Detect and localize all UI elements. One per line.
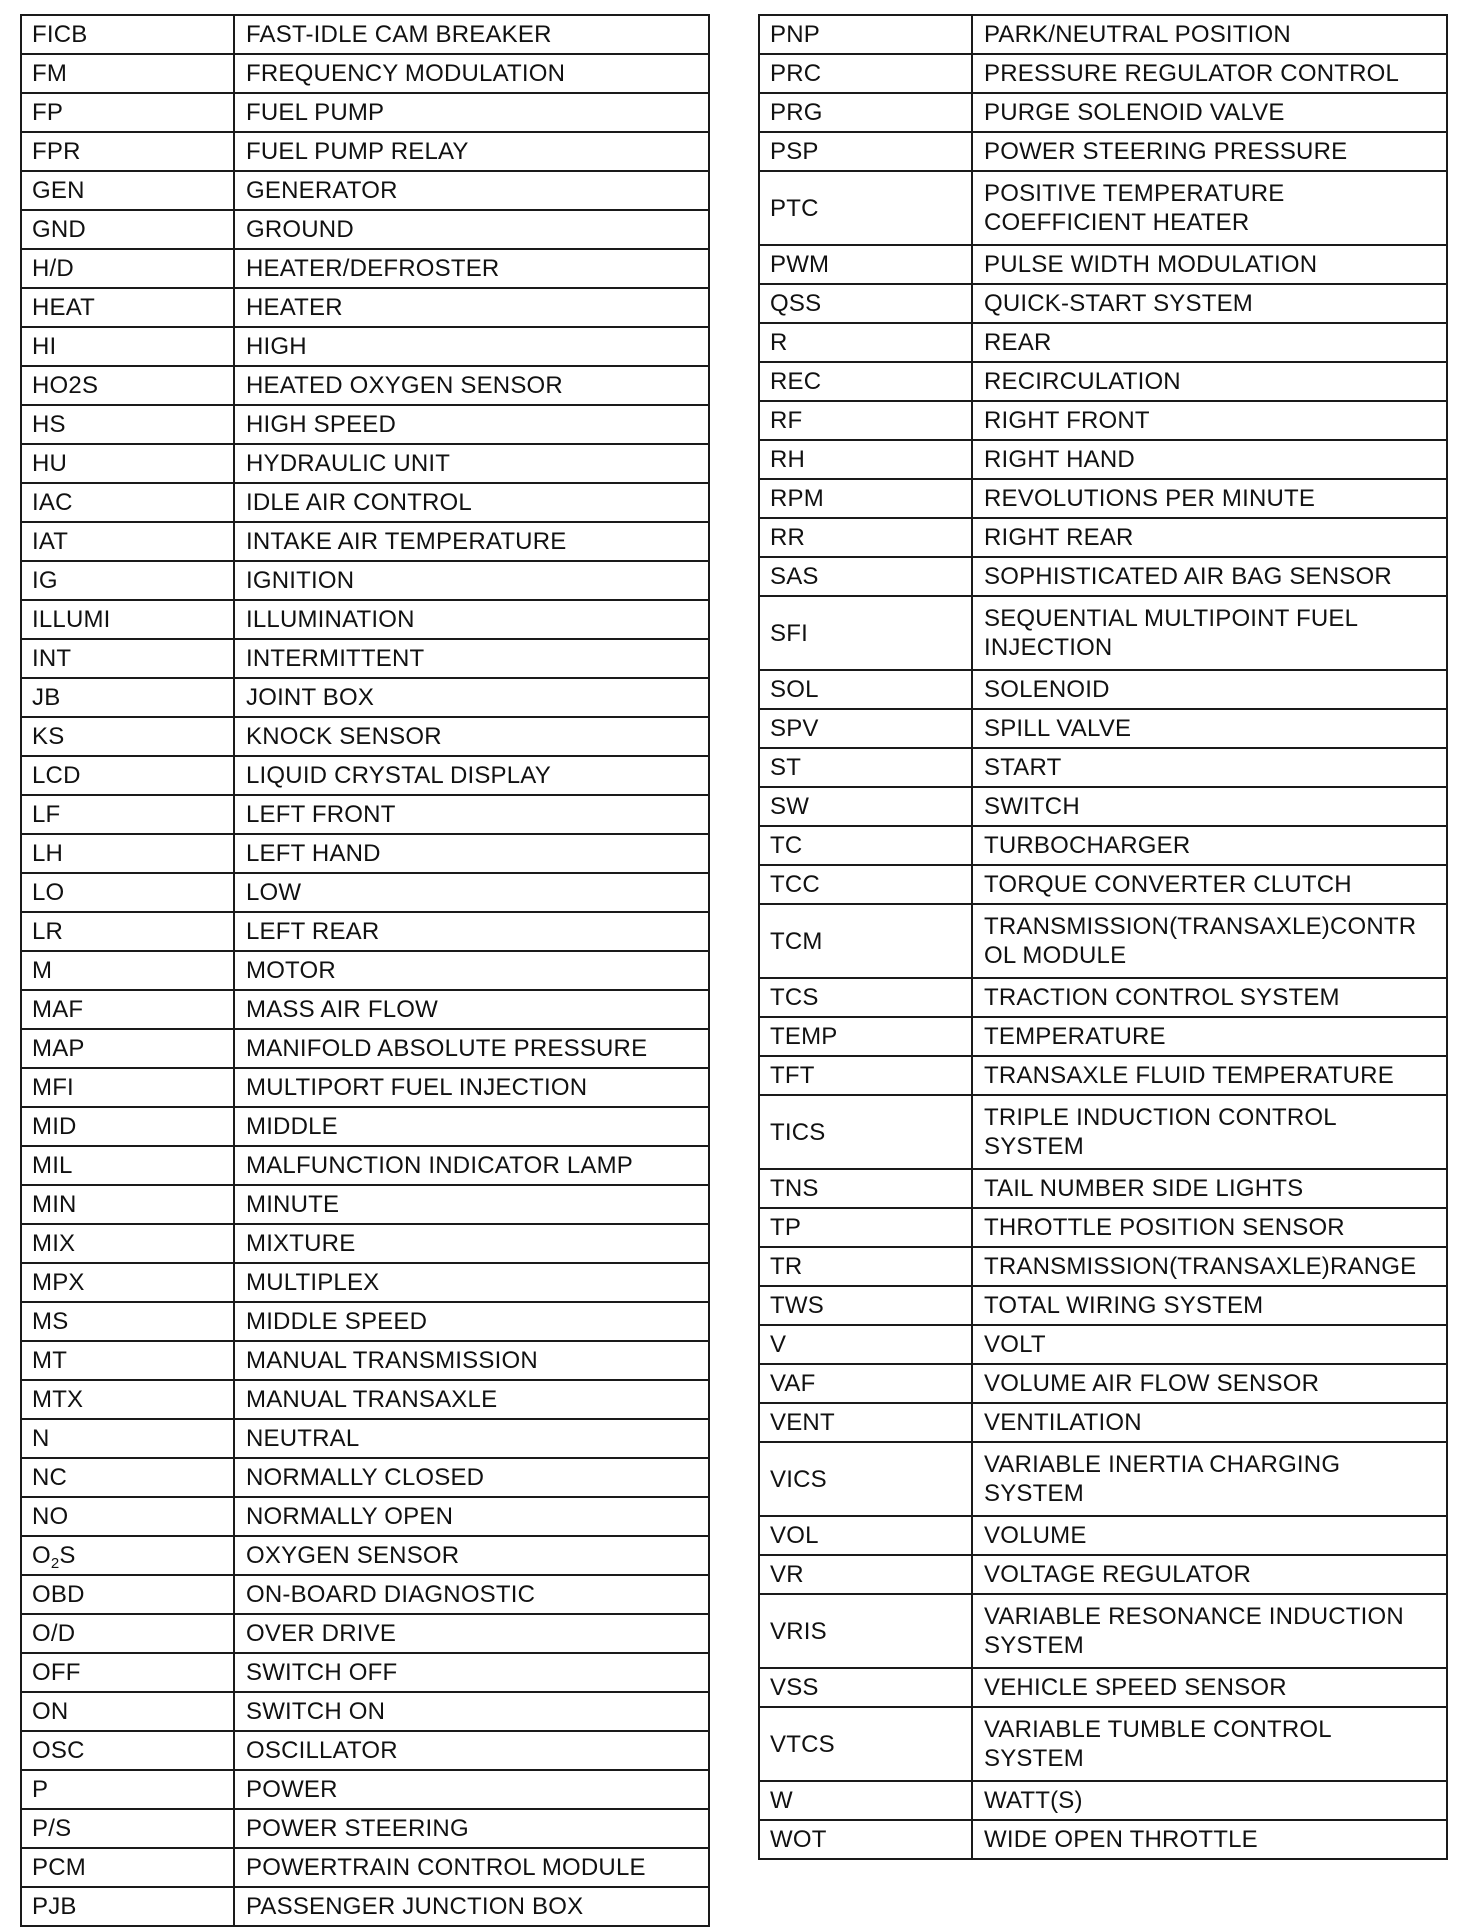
abbreviation-cell: TR xyxy=(759,1247,972,1286)
meaning-line: SEQUENTIAL MULTIPOINT FUEL xyxy=(984,605,1359,632)
table-row xyxy=(21,1614,709,1653)
table-row xyxy=(21,1419,709,1458)
abbreviation-cell: VTCS xyxy=(759,1707,972,1781)
meaning-cell: POWERTRAIN CONTROL MODULE xyxy=(234,1848,709,1887)
table-row xyxy=(21,1887,709,1926)
meaning-cell: POWER xyxy=(234,1770,709,1809)
abbreviation-cell: M xyxy=(21,951,234,990)
abbreviation-cell: LF xyxy=(21,795,234,834)
abbreviation-cell: TWS xyxy=(759,1286,972,1325)
meaning-cell: MANUAL TRANSAXLE xyxy=(234,1380,709,1419)
abbreviation-cell: RPM xyxy=(759,479,972,518)
table-row xyxy=(21,1341,709,1380)
meaning-line: SYSTEM xyxy=(984,1632,1084,1659)
table-row xyxy=(759,1668,1447,1707)
table-row xyxy=(759,245,1447,284)
table-row xyxy=(759,557,1447,596)
abbreviation-cell: O/D xyxy=(21,1614,234,1653)
abbreviation-cell: VICS xyxy=(759,1442,972,1516)
table-row xyxy=(759,401,1447,440)
table-row xyxy=(21,756,709,795)
meaning-cell: LEFT FRONT xyxy=(234,795,709,834)
table-row xyxy=(21,405,709,444)
meaning-cell: POWER STEERING xyxy=(234,1809,709,1848)
table-row xyxy=(759,748,1447,787)
abbreviation-cell: PRG xyxy=(759,93,972,132)
table-row xyxy=(21,951,709,990)
meaning-line: VARIABLE TUMBLE CONTROL xyxy=(984,1716,1332,1743)
abbreviation-cell: SAS xyxy=(759,557,972,596)
meaning-cell xyxy=(972,1442,1447,1516)
meaning-line: OL MODULE xyxy=(984,942,1127,969)
table-row xyxy=(21,15,709,54)
meaning-cell: TORQUE CONVERTER CLUTCH xyxy=(972,865,1447,904)
meaning-cell: VEHICLE SPEED SENSOR xyxy=(972,1668,1447,1707)
abbreviation-cell: H/D xyxy=(21,249,234,288)
table-row xyxy=(21,1653,709,1692)
abbreviation-cell: OFF xyxy=(21,1653,234,1692)
meaning-cell: QUICK-START SYSTEM xyxy=(972,284,1447,323)
abbreviation-cell: IAT xyxy=(21,522,234,561)
abbreviation-cell: MIX xyxy=(21,1224,234,1263)
meaning-cell: HEATED OXYGEN SENSOR xyxy=(234,366,709,405)
meaning-cell: SPILL VALVE xyxy=(972,709,1447,748)
meaning-line: SYSTEM xyxy=(984,1745,1084,1772)
meaning-cell: LEFT REAR xyxy=(234,912,709,951)
abbreviation-cell xyxy=(21,1536,234,1575)
meaning-cell: POWER STEERING PRESSURE xyxy=(972,132,1447,171)
abbreviation-cell: HEAT xyxy=(21,288,234,327)
abbreviation-cell: PNP xyxy=(759,15,972,54)
meaning-cell: MIXTURE xyxy=(234,1224,709,1263)
table-row xyxy=(759,132,1447,171)
meaning-cell: MASS AIR FLOW xyxy=(234,990,709,1029)
table-row xyxy=(21,795,709,834)
table-row xyxy=(759,596,1447,670)
abbreviation-cell: FPR xyxy=(21,132,234,171)
meaning-line: TRIPLE INDUCTION CONTROL xyxy=(984,1104,1337,1131)
meaning-cell xyxy=(972,1095,1447,1169)
meaning-cell: SWITCH OFF xyxy=(234,1653,709,1692)
table-row xyxy=(759,440,1447,479)
abbreviation-cell: FP xyxy=(21,93,234,132)
abbreviation-text: O xyxy=(32,1542,51,1569)
table-row xyxy=(759,1208,1447,1247)
abbreviation-cell: WOT xyxy=(759,1820,972,1859)
abbreviation-cell: RF xyxy=(759,401,972,440)
abbreviation-cell: HI xyxy=(21,327,234,366)
abbreviation-cell: MTX xyxy=(21,1380,234,1419)
abbreviation-cell: HS xyxy=(21,405,234,444)
abbreviation-subscript: 2 xyxy=(50,1555,60,1572)
meaning-cell: VOLUME AIR FLOW SENSOR xyxy=(972,1364,1447,1403)
table-row xyxy=(759,1095,1447,1169)
abbreviation-cell: MAP xyxy=(21,1029,234,1068)
meaning-cell: FREQUENCY MODULATION xyxy=(234,54,709,93)
abbreviation-cell: MS xyxy=(21,1302,234,1341)
meaning-cell: GENERATOR xyxy=(234,171,709,210)
table-row xyxy=(759,15,1447,54)
meaning-cell: MIDDLE SPEED xyxy=(234,1302,709,1341)
table-row xyxy=(21,444,709,483)
table-row xyxy=(759,284,1447,323)
abbreviation-cell: OSC xyxy=(21,1731,234,1770)
meaning-cell: MALFUNCTION INDICATOR LAMP xyxy=(234,1146,709,1185)
table-row xyxy=(21,1848,709,1887)
abbreviation-cell: GND xyxy=(21,210,234,249)
table-row xyxy=(759,362,1447,401)
abbreviation-cell: TFT xyxy=(759,1056,972,1095)
meaning-cell: INTERMITTENT xyxy=(234,639,709,678)
table-row xyxy=(21,1536,709,1575)
table-row xyxy=(21,1107,709,1146)
table-row xyxy=(21,1731,709,1770)
table-row xyxy=(21,1458,709,1497)
table-row xyxy=(759,93,1447,132)
abbreviation-cell: RH xyxy=(759,440,972,479)
abbreviation-cell: TEMP xyxy=(759,1017,972,1056)
abbreviation-cell: MID xyxy=(21,1107,234,1146)
table-row xyxy=(759,171,1447,245)
meaning-cell: MOTOR xyxy=(234,951,709,990)
meaning-cell: PURGE SOLENOID VALVE xyxy=(972,93,1447,132)
abbreviation-cell: REC xyxy=(759,362,972,401)
table-row xyxy=(21,1263,709,1302)
abbreviation-cell: SFI xyxy=(759,596,972,670)
table-row xyxy=(21,873,709,912)
meaning-cell: IDLE AIR CONTROL xyxy=(234,483,709,522)
right-table-body xyxy=(759,15,1447,1859)
abbreviation-cell: TCS xyxy=(759,978,972,1017)
meaning-line: INJECTION xyxy=(984,634,1113,661)
meaning-cell xyxy=(972,1707,1447,1781)
meaning-cell: PULSE WIDTH MODULATION xyxy=(972,245,1447,284)
meaning-cell: MANIFOLD ABSOLUTE PRESSURE xyxy=(234,1029,709,1068)
meaning-cell: ILLUMINATION xyxy=(234,600,709,639)
meaning-cell: RIGHT REAR xyxy=(972,518,1447,557)
table-row xyxy=(759,1594,1447,1668)
meaning-cell: MULTIPORT FUEL INJECTION xyxy=(234,1068,709,1107)
meaning-cell: SWITCH ON xyxy=(234,1692,709,1731)
meaning-cell: KNOCK SENSOR xyxy=(234,717,709,756)
table-row xyxy=(21,1380,709,1419)
abbreviation-cell: VOL xyxy=(759,1516,972,1555)
meaning-cell: FAST-IDLE CAM BREAKER xyxy=(234,15,709,54)
abbreviation-cell: PCM xyxy=(21,1848,234,1887)
abbreviations-table-left xyxy=(20,14,710,1927)
abbreviation-cell: INT xyxy=(21,639,234,678)
abbreviation-cell: VAF xyxy=(759,1364,972,1403)
table-row xyxy=(759,54,1447,93)
meaning-cell: VOLUME xyxy=(972,1516,1447,1555)
abbreviation-cell: SW xyxy=(759,787,972,826)
meaning-cell: FUEL PUMP RELAY xyxy=(234,132,709,171)
meaning-cell: MULTIPLEX xyxy=(234,1263,709,1302)
meaning-cell: OSCILLATOR xyxy=(234,1731,709,1770)
abbreviation-cell: HU xyxy=(21,444,234,483)
abbreviation-cell: GEN xyxy=(21,171,234,210)
table-row xyxy=(21,1770,709,1809)
abbreviation-cell: PWM xyxy=(759,245,972,284)
meaning-cell: NEUTRAL xyxy=(234,1419,709,1458)
meaning-line: POSITIVE TEMPERATURE xyxy=(984,180,1285,207)
abbreviation-cell: TCC xyxy=(759,865,972,904)
abbreviation-cell: NC xyxy=(21,1458,234,1497)
meaning-cell: WATT(S) xyxy=(972,1781,1447,1820)
table-row xyxy=(759,1247,1447,1286)
table-row xyxy=(759,1707,1447,1781)
meaning-cell: THROTTLE POSITION SENSOR xyxy=(972,1208,1447,1247)
table-row xyxy=(21,639,709,678)
table-row xyxy=(21,1692,709,1731)
meaning-cell: SWITCH xyxy=(972,787,1447,826)
meaning-cell: TEMPERATURE xyxy=(972,1017,1447,1056)
table-row xyxy=(21,1575,709,1614)
table-row xyxy=(21,249,709,288)
table-row xyxy=(759,1017,1447,1056)
meaning-cell: TURBOCHARGER xyxy=(972,826,1447,865)
table-row xyxy=(21,678,709,717)
meaning-cell: TAIL NUMBER SIDE LIGHTS xyxy=(972,1169,1447,1208)
meaning-cell: RIGHT FRONT xyxy=(972,401,1447,440)
abbreviation-cell: PRC xyxy=(759,54,972,93)
table-row xyxy=(21,54,709,93)
abbreviation-cell: SPV xyxy=(759,709,972,748)
abbreviation-cell: V xyxy=(759,1325,972,1364)
table-row xyxy=(759,1325,1447,1364)
meaning-cell: HIGH xyxy=(234,327,709,366)
abbreviation-cell: TCM xyxy=(759,904,972,978)
meaning-cell: GROUND xyxy=(234,210,709,249)
meaning-cell: MANUAL TRANSMISSION xyxy=(234,1341,709,1380)
meaning-line: SYSTEM xyxy=(984,1480,1084,1507)
table-row xyxy=(759,904,1447,978)
meaning-cell: RIGHT HAND xyxy=(972,440,1447,479)
abbreviation-cell: MPX xyxy=(21,1263,234,1302)
abbreviation-cell: LCD xyxy=(21,756,234,795)
table-row xyxy=(21,288,709,327)
table-row xyxy=(759,1516,1447,1555)
table-row xyxy=(21,717,709,756)
table-row xyxy=(759,1364,1447,1403)
meaning-line: COEFFICIENT HEATER xyxy=(984,209,1250,236)
meaning-line: SYSTEM xyxy=(984,1133,1084,1160)
left-table-body xyxy=(21,15,709,1926)
abbreviation-cell: JB xyxy=(21,678,234,717)
table-row xyxy=(759,709,1447,748)
meaning-cell: OVER DRIVE xyxy=(234,1614,709,1653)
table-row xyxy=(21,834,709,873)
meaning-cell: VENTILATION xyxy=(972,1403,1447,1442)
abbreviation-cell: OBD xyxy=(21,1575,234,1614)
table-row xyxy=(21,93,709,132)
abbreviation-cell: VENT xyxy=(759,1403,972,1442)
meaning-cell: LIQUID CRYSTAL DISPLAY xyxy=(234,756,709,795)
table-row xyxy=(759,1056,1447,1095)
meaning-cell xyxy=(972,596,1447,670)
table-row xyxy=(759,787,1447,826)
meaning-cell: HEATER xyxy=(234,288,709,327)
abbreviation-cell: QSS xyxy=(759,284,972,323)
abbreviation-cell: IG xyxy=(21,561,234,600)
meaning-cell: NORMALLY OPEN xyxy=(234,1497,709,1536)
abbreviation-cell: VSS xyxy=(759,1668,972,1707)
meaning-cell: LEFT HAND xyxy=(234,834,709,873)
abbreviation-cell: W xyxy=(759,1781,972,1820)
abbreviation-cell: MFI xyxy=(21,1068,234,1107)
meaning-cell: TRANSMISSION(TRANSAXLE)RANGE xyxy=(972,1247,1447,1286)
abbreviation-cell: PSP xyxy=(759,132,972,171)
abbreviation-cell: ON xyxy=(21,1692,234,1731)
meaning-cell: HIGH SPEED xyxy=(234,405,709,444)
abbreviation-cell: P/S xyxy=(21,1809,234,1848)
meaning-cell: SOPHISTICATED AIR BAG SENSOR xyxy=(972,557,1447,596)
table-row xyxy=(21,327,709,366)
meaning-cell: IGNITION xyxy=(234,561,709,600)
table-row xyxy=(21,483,709,522)
table-row xyxy=(759,670,1447,709)
table-row xyxy=(21,1029,709,1068)
table-row xyxy=(21,1497,709,1536)
abbreviation-cell: MT xyxy=(21,1341,234,1380)
meaning-cell: PRESSURE REGULATOR CONTROL xyxy=(972,54,1447,93)
meaning-cell: MIDDLE xyxy=(234,1107,709,1146)
meaning-cell: MINUTE xyxy=(234,1185,709,1224)
abbreviation-cell: LR xyxy=(21,912,234,951)
abbreviation-cell: MIN xyxy=(21,1185,234,1224)
meaning-cell: TOTAL WIRING SYSTEM xyxy=(972,1286,1447,1325)
meaning-cell xyxy=(972,904,1447,978)
meaning-line: VARIABLE RESONANCE INDUCTION xyxy=(984,1603,1404,1630)
meaning-cell: NORMALLY CLOSED xyxy=(234,1458,709,1497)
table-row xyxy=(759,323,1447,362)
table-row xyxy=(21,912,709,951)
table-row xyxy=(21,171,709,210)
abbreviation-cell: IAC xyxy=(21,483,234,522)
table-row xyxy=(21,132,709,171)
abbreviation-text: S xyxy=(59,1542,76,1569)
abbreviation-cell: MAF xyxy=(21,990,234,1029)
abbreviation-cell: ST xyxy=(759,748,972,787)
abbreviation-cell: VR xyxy=(759,1555,972,1594)
meaning-cell: INTAKE AIR TEMPERATURE xyxy=(234,522,709,561)
table-row xyxy=(21,1224,709,1263)
meaning-cell: HEATER/DEFROSTER xyxy=(234,249,709,288)
meaning-cell: HYDRAULIC UNIT xyxy=(234,444,709,483)
abbreviation-cell: KS xyxy=(21,717,234,756)
abbreviation-cell: NO xyxy=(21,1497,234,1536)
meaning-line: TRANSMISSION(TRANSAXLE)CONTR xyxy=(984,913,1417,940)
abbreviation-cell: ILLUMI xyxy=(21,600,234,639)
abbreviation-cell: RR xyxy=(759,518,972,557)
table-row xyxy=(759,1169,1447,1208)
meaning-cell: ON-BOARD DIAGNOSTIC xyxy=(234,1575,709,1614)
meaning-cell: REAR xyxy=(972,323,1447,362)
meaning-cell xyxy=(972,1594,1447,1668)
table-row xyxy=(21,1068,709,1107)
meaning-cell xyxy=(972,171,1447,245)
table-row xyxy=(21,210,709,249)
table-row xyxy=(759,978,1447,1017)
table-row xyxy=(759,826,1447,865)
abbreviation-cell: PJB xyxy=(21,1887,234,1926)
table-row xyxy=(759,479,1447,518)
meaning-cell: TRANSAXLE FLUID TEMPERATURE xyxy=(972,1056,1447,1095)
table-row xyxy=(21,600,709,639)
table-row xyxy=(759,1781,1447,1820)
table-row xyxy=(759,1286,1447,1325)
abbreviation-cell: LH xyxy=(21,834,234,873)
meaning-cell: PARK/NEUTRAL POSITION xyxy=(972,15,1447,54)
meaning-cell: TRACTION CONTROL SYSTEM xyxy=(972,978,1447,1017)
abbreviation-cell: VRIS xyxy=(759,1594,972,1668)
meaning-cell: OXYGEN SENSOR xyxy=(234,1536,709,1575)
table-row xyxy=(21,1302,709,1341)
meaning-cell: FUEL PUMP xyxy=(234,93,709,132)
abbreviation-cell: TNS xyxy=(759,1169,972,1208)
table-row xyxy=(759,518,1447,557)
table-row xyxy=(21,990,709,1029)
meaning-cell: PASSENGER JUNCTION BOX xyxy=(234,1887,709,1926)
table-row xyxy=(21,561,709,600)
abbreviation-cell: MIL xyxy=(21,1146,234,1185)
abbreviation-cell: TC xyxy=(759,826,972,865)
table-row xyxy=(21,1809,709,1848)
meaning-cell: LOW xyxy=(234,873,709,912)
table-row xyxy=(21,1146,709,1185)
table-row xyxy=(21,366,709,405)
abbreviation-cell: LO xyxy=(21,873,234,912)
table-row xyxy=(21,522,709,561)
abbreviation-cell: R xyxy=(759,323,972,362)
abbreviation-cell: N xyxy=(21,1419,234,1458)
meaning-cell: WIDE OPEN THROTTLE xyxy=(972,1820,1447,1859)
abbreviation-cell: FICB xyxy=(21,15,234,54)
abbreviation-cell: TICS xyxy=(759,1095,972,1169)
table-row xyxy=(759,1820,1447,1859)
meaning-cell: VOLT xyxy=(972,1325,1447,1364)
table-row xyxy=(759,865,1447,904)
abbreviations-table-right xyxy=(758,14,1448,1860)
table-row xyxy=(759,1555,1447,1594)
abbreviation-cell: TP xyxy=(759,1208,972,1247)
table-row xyxy=(21,1185,709,1224)
abbreviation-cell: PTC xyxy=(759,171,972,245)
abbreviation-cell: P xyxy=(21,1770,234,1809)
abbreviation-cell: FM xyxy=(21,54,234,93)
abbreviation-cell: SOL xyxy=(759,670,972,709)
meaning-cell: START xyxy=(972,748,1447,787)
table-row xyxy=(759,1442,1447,1516)
meaning-cell: JOINT BOX xyxy=(234,678,709,717)
meaning-cell: REVOLUTIONS PER MINUTE xyxy=(972,479,1447,518)
abbreviation-cell: HO2S xyxy=(21,366,234,405)
meaning-cell: SOLENOID xyxy=(972,670,1447,709)
meaning-cell: RECIRCULATION xyxy=(972,362,1447,401)
table-row xyxy=(759,1403,1447,1442)
meaning-cell: VOLTAGE REGULATOR xyxy=(972,1555,1447,1594)
meaning-line: VARIABLE INERTIA CHARGING xyxy=(984,1451,1341,1478)
